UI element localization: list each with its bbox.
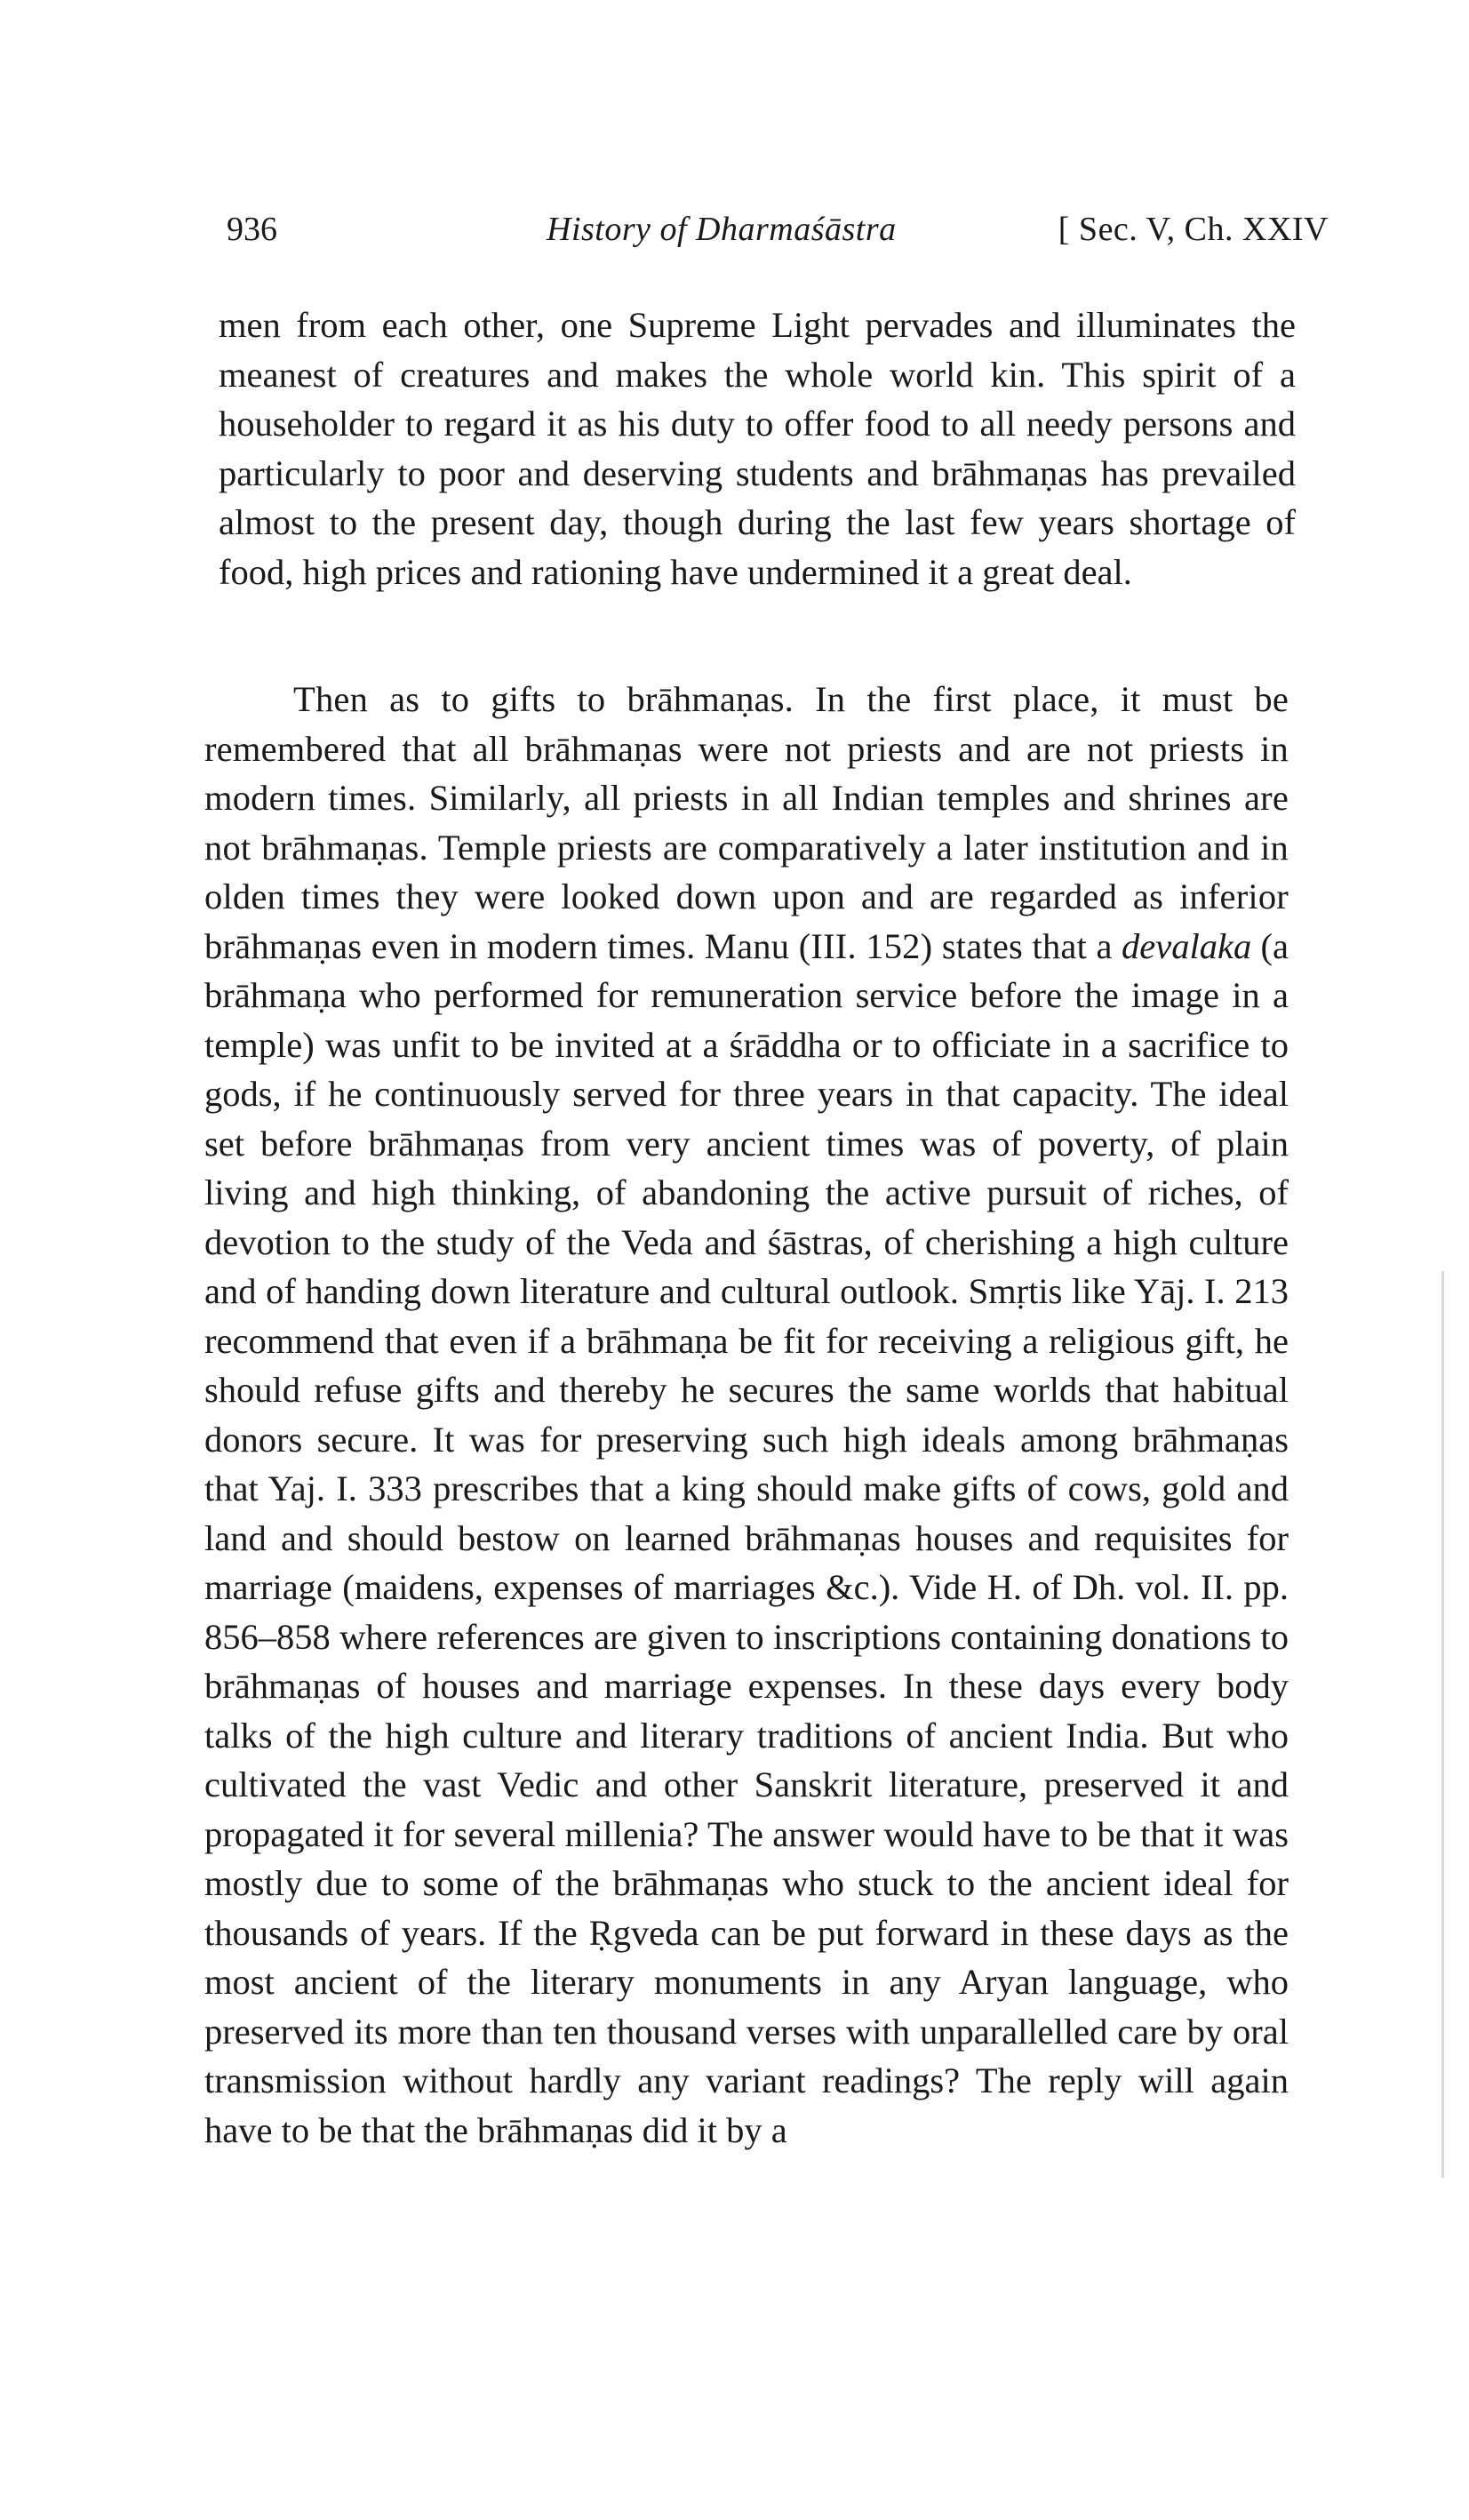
paragraph-2-text-part-2: (a brāhmaṇa who performed for remuneration service before the image in a temple) was unfit to be invited at a śrāddha or to officiate in a sacrifice to gods, if he continuously served for three years in that capacity. The ideal set before brāhmaṇas from very ancient times was of poverty, of plain living and high thinking, of abandoning the active pursuit of riches, of devotion to the study of the Veda and śāstras, of cherishing a high culture and of handing down literature and cultural outlook. Smṛtis like Yāj. I. 213 recommend that even if a brāhmaṇa be fit for receiving a religious gift, he should refuse gifts and thereby he secures the same worlds that habitual donors secure. It was for preserving such high ideals among brāhmaṇas that Yaj. I. 333 prescribes that a king should make gifts of cows, gold and land and should bestow on learned brāhmaṇas houses and requisites for marriage (maidens, expenses of marriages &c.). Vide H. of Dh. vol. II. pp. 856–858 where references are given to inscriptions containing donations to brāhmaṇas of houses and marriage expenses. In these days every body talks of the high culture and literary traditions of ancient India. But who cultivated the vast Vedic and other Sanskrit literature, preserved it and propagated it for several millenia? The answer would have to be that it was mostly due to some of the brāhmaṇas who stuck to the ancient ideal for thousands of years. If the Ṛgveda can be put forward in these days as the most ancient of the literary monuments in any Aryan language, who preserved its more than ten thousand verses with unparallelled care by oral transmission without hardly any variant readings? The reply will again have to be that the brāhmaṇas did it by a	[204, 925, 1289, 2150]
paragraph-gifts-to-brahmanas	[204, 675, 1289, 2155]
running-head	[227, 203, 1329, 256]
book-title: History of Dharmaśāstra	[547, 211, 897, 248]
paragraph-continued	[219, 300, 1296, 596]
page-number: 936	[227, 211, 277, 248]
emphasized-term: devalaka	[1122, 925, 1252, 966]
paragraph-2-text-part-1: Then as to gifts to brāhmaṇas. In the first place, it must be remembered that all brāhmaṇas were not priests and are not priests in modern times. Similarly, all priests in all Indian temples and shrines are not brāhmaṇas. Temple priests are comparatively a later institution and in olden times they were looked down upon and are regarded as inferior brāhmaṇas even in modern times. Manu (III. 152) states that a	[204, 679, 1289, 966]
scan-margin-line	[1441, 1271, 1444, 2178]
paragraph-1-text: men from each other, one Supreme Light pervades and illuminates the meanest of creatures and makes the whole world kin. This spirit of a householder to regard it as his duty to offer food to all needy persons and particularly to poor and deserving students and brāhmaṇas has prevailed almost to the present day, though during the last few years shortage of food, high prices and rationing have undermined it a great deal.	[219, 305, 1296, 592]
section-reference: [ Sec. V, Ch. XXIV	[1058, 211, 1329, 248]
